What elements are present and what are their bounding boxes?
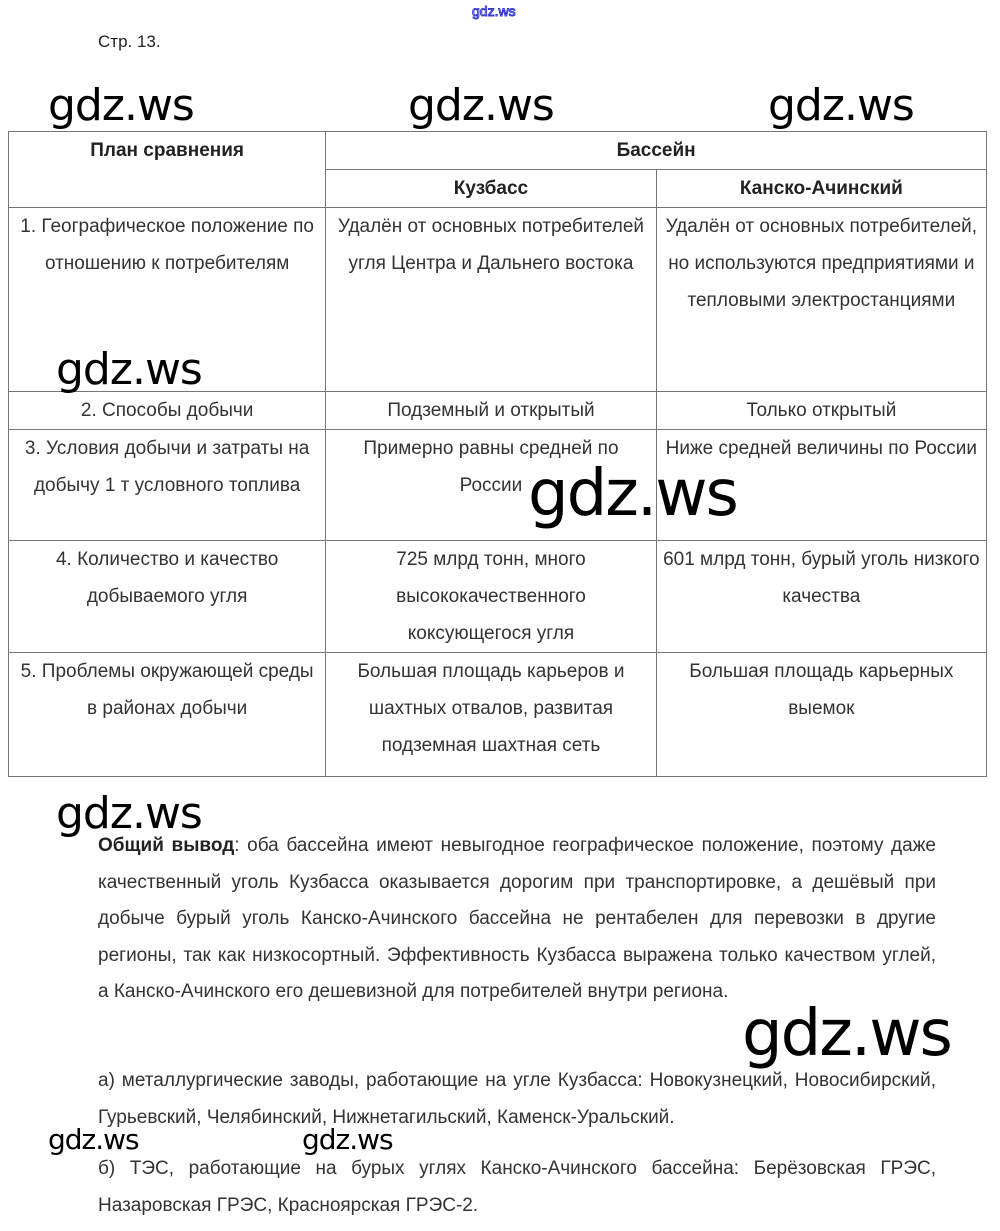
table-header-row bbox=[9, 132, 987, 170]
table-row bbox=[9, 430, 987, 541]
watermark: gdz.ws bbox=[56, 788, 202, 839]
table-row bbox=[9, 541, 987, 653]
header-plan: План сравнения bbox=[9, 132, 326, 208]
table-row bbox=[9, 392, 987, 430]
cell-kuzbass: Примерно равны средней по России bbox=[326, 430, 656, 541]
conclusion-label: Общий вывод bbox=[98, 835, 235, 856]
list-item-a: а) металлургические заводы, работающие на угле Кузбасса: Новокузнецкий, Новосибирский, Гурьевский, Челябинский, Нижнетагильский, Каменск-Уральский. bbox=[98, 1070, 936, 1128]
cell-kuzbass: Удалён от основных потребителей угля Центра и Дальнего востока bbox=[326, 208, 656, 392]
list-item-b: б) ТЭС, работающие на бурых углях Канско-Ачинского бассейна: Берёзовская ГРЭС, Назаровская ГРЭС, Красноярская ГРЭС-2. bbox=[98, 1158, 936, 1216]
comparison-table bbox=[8, 131, 987, 777]
cell-kuzbass: Большая площадь карьеров и шахтных отвалов, развитая подземная шахтная сеть bbox=[326, 653, 656, 777]
cell-kansk: 601 млрд тонн, бурый уголь низкого качества bbox=[656, 541, 986, 653]
cell-kansk: Только открытый bbox=[656, 392, 986, 430]
watermark-top: gdz.ws bbox=[472, 3, 516, 19]
watermark: gdz.ws bbox=[768, 80, 914, 131]
cell-kuzbass: 725 млрд тонн, много высококачественного коксующегося угля bbox=[326, 541, 656, 653]
cell-plan: 4. Количество и качество добываемого угля bbox=[9, 541, 326, 653]
cell-plan: 5. Проблемы окружающей среды в районах добычи bbox=[9, 653, 326, 777]
watermark: gdz.ws bbox=[48, 1123, 139, 1156]
cell-plan: 3. Условия добычи и затраты на добычу 1 т условного топлива bbox=[9, 430, 326, 541]
cell-kansk: Большая площадь карьерных выемок bbox=[656, 653, 986, 777]
cell-kansk: Ниже средней величины по России bbox=[656, 430, 986, 541]
cell-plan: 2. Способы добычи bbox=[9, 392, 326, 430]
page-number: Стр. 13. bbox=[98, 32, 161, 51]
header-kuzbass: Кузбасс bbox=[326, 170, 656, 208]
cell-plan: 1. Географическое положение по отношению к потребителям bbox=[9, 208, 326, 392]
header-basin: Бассейн bbox=[326, 132, 987, 170]
cell-kuzbass: Подземный и открытый bbox=[326, 392, 656, 430]
conclusion-text: : оба бассейна имеют невыгодное географическое положение, поэтому даже качественный уголь Кузбасса оказывается дорогим при транспортировке, а дешёвый при добыче бурый уголь Канско-Ачинского бассейна не рентабелен для перевозки в другие регионы, так как низкосортный. Эффективность Кузбасса выражена только качеством углей, а Канско-Ачинского его дешевизной для потребителей внутри региона. bbox=[98, 835, 936, 1002]
watermark: gdz.ws bbox=[48, 80, 194, 131]
watermark: gdz.ws bbox=[528, 457, 737, 531]
table-row bbox=[9, 653, 987, 777]
conclusion-paragraph bbox=[98, 828, 936, 1011]
header-kansk: Канско-Ачинский bbox=[656, 170, 986, 208]
watermark: gdz.ws bbox=[302, 1123, 393, 1156]
cell-kansk: Удалён от основных потребителей, но используются предприятиями и тепловыми электростанциями bbox=[656, 208, 986, 392]
watermark: gdz.ws bbox=[742, 997, 951, 1071]
watermark: gdz.ws bbox=[56, 344, 202, 395]
watermark: gdz.ws bbox=[408, 80, 554, 131]
